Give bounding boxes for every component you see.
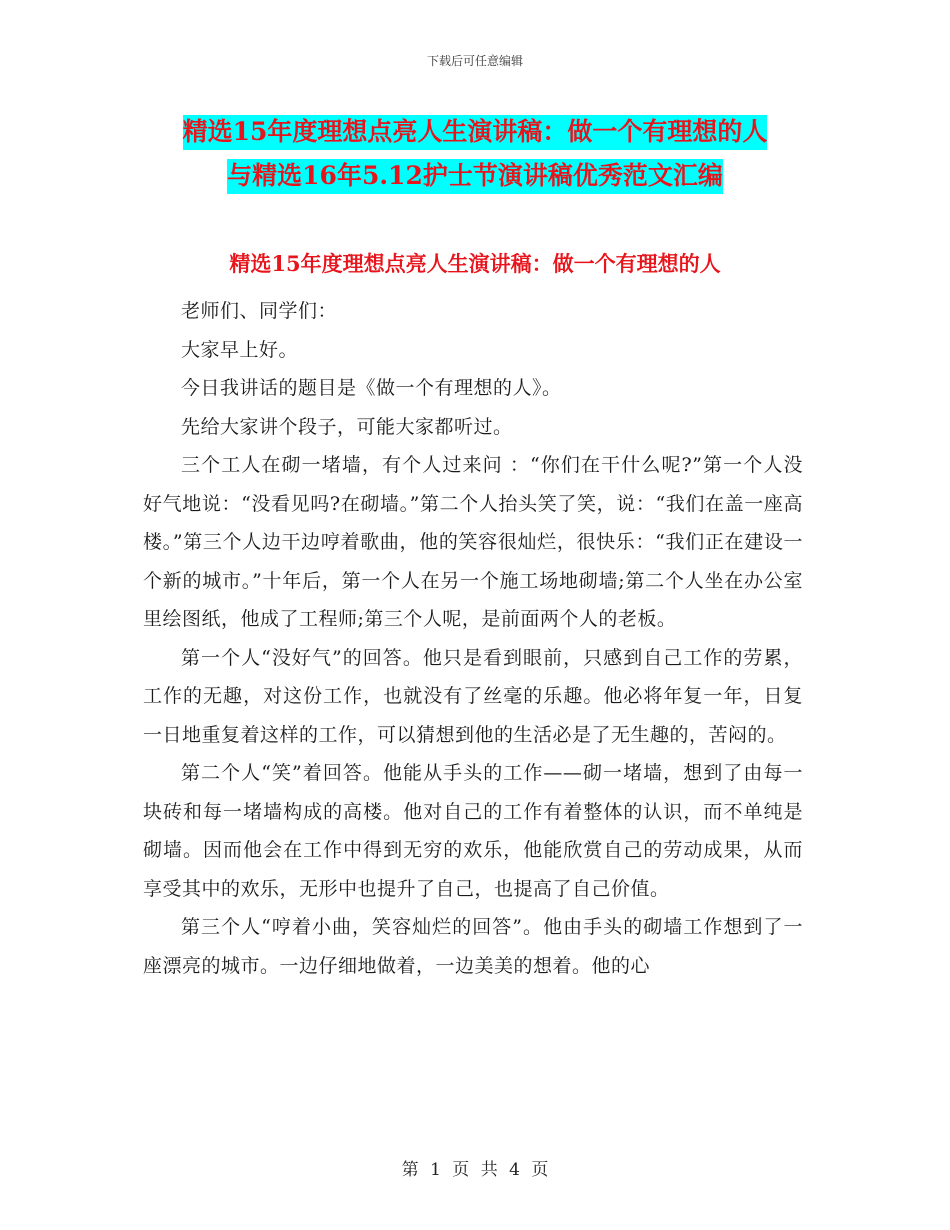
paragraph: 第三个人“哼着小曲，笑容灿烂的回答”。他由手头的砌墙工作想到了一座漂亮的城市。一边仔细地做着，一边美美的想着。他的心 xyxy=(143,916,803,977)
paragraph: 先给大家讲个段子，可能大家都听过。 xyxy=(181,415,513,438)
page-number-footer: 第 1 页 共 4 页 xyxy=(401,1160,549,1180)
paragraph: 老师们、同学们： xyxy=(181,300,338,322)
paragraph: 第一个人“没好气”的回答。他只是看到眼前，只感到自己工作的劳累，工作的无趣，对这份工作，也就没有了丝毫的乐趣。他必将年复一年，日复一日地重复着这样的工作，可以猜想到他的生活必是了无生趣的，苦闷的。 xyxy=(143,646,803,746)
paragraph: 今日我讲话的题目是《做一个有理想的人》。 xyxy=(181,377,562,399)
document-title xyxy=(140,110,810,198)
section-title: 精选15年度理想点亮人生演讲稿：做一个有理想的人 xyxy=(229,251,721,276)
page-header-note: 下载后可任意编辑 xyxy=(426,54,523,68)
paragraph: 三个工人在砌一堵墙，有个人过来问 ：“你们在干什么呢?”第一个人没好气地说：“没看见吗?在砌墙。”第二个人抬头笑了笑，说：“我们在盖一座高楼。”第三个人边干边哼着歌曲，他的笑容很灿烂，很快乐：“我们正在建设一个新的城市。”十年后，第一个人在另一个施工场地砌墙;第二个人坐在办公室里绘图纸，他成了工程师;第三个人呢，是前面两个人的老板。 xyxy=(143,454,803,630)
document-title-line2: 与精选16年5.12护士节演讲稿优秀范文汇编 xyxy=(227,159,723,194)
document-title-line1: 精选15年度理想点亮人生演讲稿：做一个有理想的人 xyxy=(183,115,768,150)
paragraph: 大家早上好。 xyxy=(181,338,299,361)
paragraph: 第二个人“笑”着回答。他能从手头的工作——砌一堵墙，想到了由每一块砖和每一堵墙构成的高楼。他对自己的工作有着整体的认识，而不单纯是砌墙。因而他会在工作中得到无穷的欢乐，他能欣赏自己的劳动成果，从而享受其中的欢乐，无形中也提升了自己，也提高了自己价值。 xyxy=(143,762,803,900)
document-body xyxy=(143,292,803,985)
